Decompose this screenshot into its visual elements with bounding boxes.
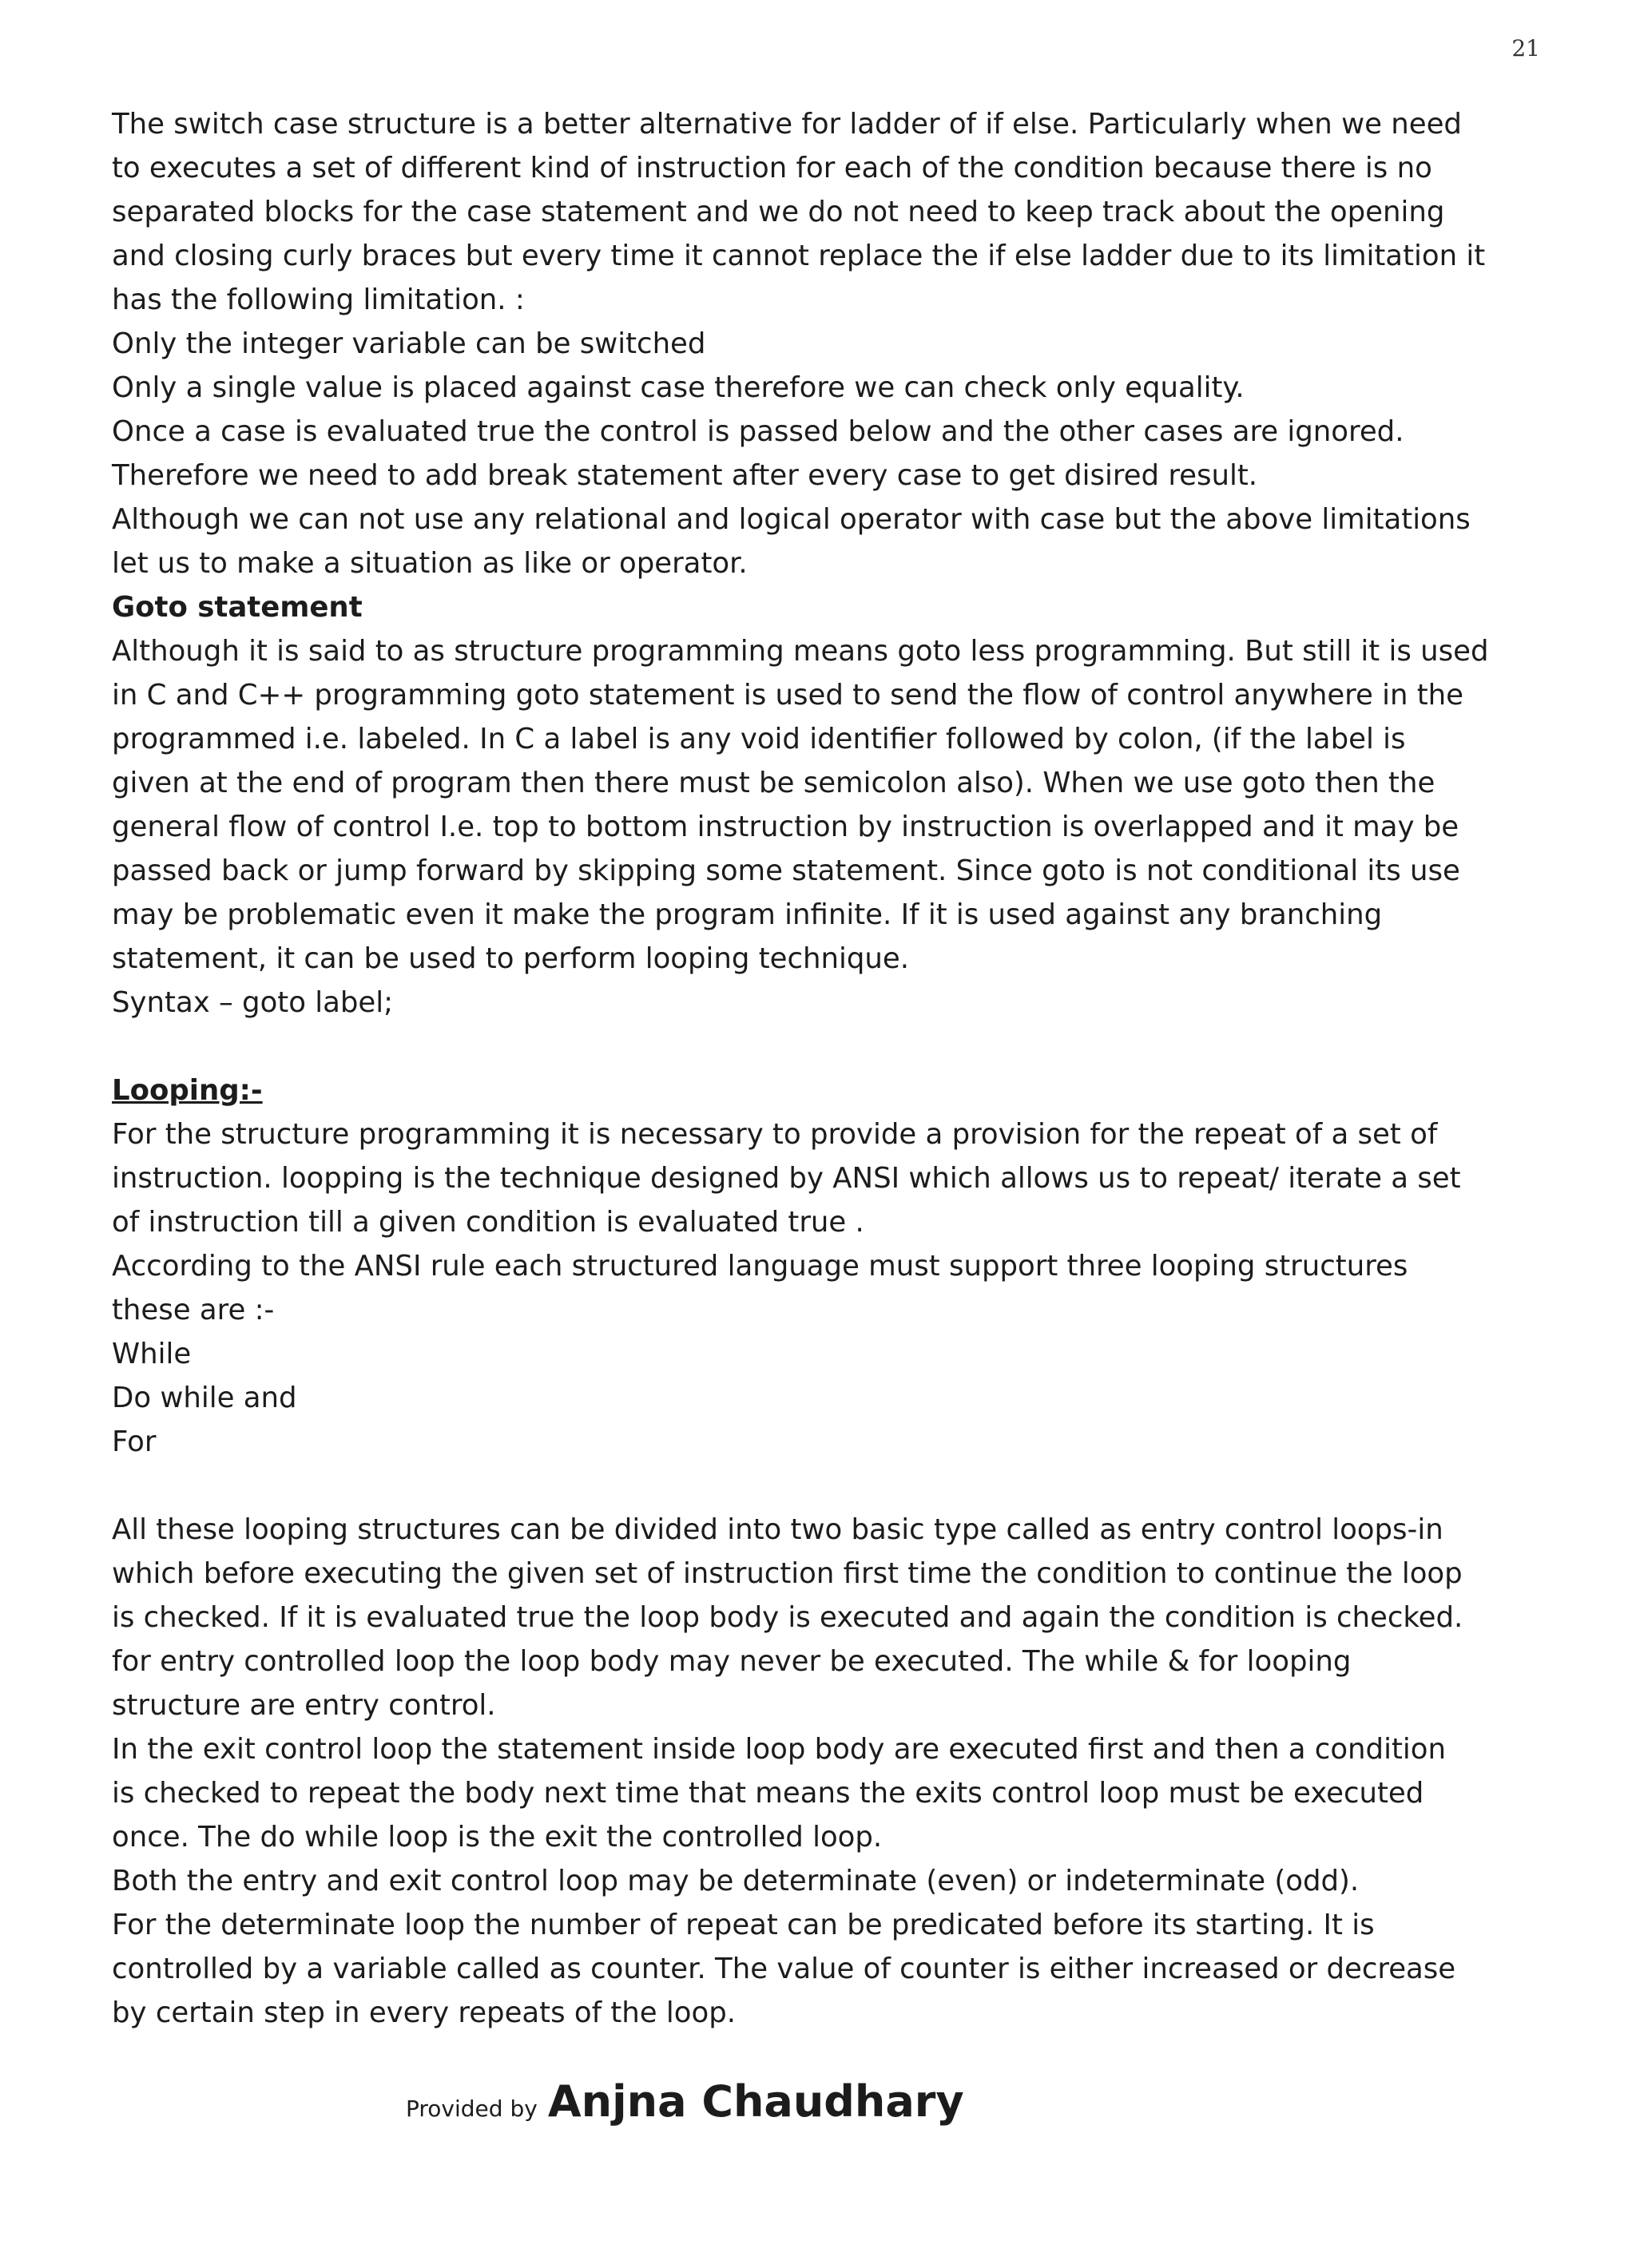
text-line: has the following limitation. : <box>112 284 525 316</box>
looping-heading: Looping:- <box>112 1074 263 1107</box>
page-number: 21 <box>1511 35 1540 61</box>
text-line: According to the ANSI rule each structured language must support three looping structures <box>112 1250 1408 1283</box>
text-line: Both the entry and exit control loop may be determinate (even) or indeterminate (odd). <box>112 1865 1360 1897</box>
text-line: Once a case is evaluated true the control is passed below and the other cases are ignored. <box>112 415 1404 448</box>
switch-section <box>112 102 1518 585</box>
text-line: which before executing the given set of instruction first time the condition to continue the loop <box>112 1557 1463 1590</box>
text-line: these are :- <box>112 1294 275 1326</box>
text-line: is checked to repeat the body next time that means the exits control loop must be executed <box>112 1777 1424 1810</box>
text-line: for entry controlled loop the loop body may never be executed. The while & for looping <box>112 1645 1352 1678</box>
spacer <box>112 1025 1518 1069</box>
text-line: of instruction till a given condition is evaluated true . <box>112 1206 864 1239</box>
loop-type-item: For <box>112 1425 157 1458</box>
text-line: Only a single value is placed against case therefore we can check only equality. <box>112 371 1245 404</box>
text-line: Only the integer variable can be switched <box>112 327 706 360</box>
text-line: let us to make a situation as like or operator. <box>112 547 748 580</box>
text-line: structure are entry control. <box>112 1689 496 1722</box>
text-line: All these looping structures can be divided into two basic type called as entry control loops-in <box>112 1513 1443 1546</box>
looping-section <box>112 1069 1518 2035</box>
text-line: separated blocks for the case statement and we do not need to keep track about the opening <box>112 196 1445 228</box>
text-line: in C and C++ programming goto statement is used to send the flow of control anywhere in the <box>112 679 1464 712</box>
text-line: For the determinate loop the number of repeat can be predicated before its starting. It is <box>112 1909 1375 1941</box>
text-line: is checked. If it is evaluated true the loop body is executed and again the condition is checked. <box>112 1601 1463 1634</box>
spacer <box>112 1464 1518 1508</box>
goto-heading: Goto statement <box>112 591 363 624</box>
text-line: The switch case structure is a better alternative for ladder of if else. Particularly when we need <box>112 108 1462 141</box>
text-line: and closing curly braces but every time it cannot replace the if else ladder due to its limitation it <box>112 240 1486 272</box>
loop-type-item: While <box>112 1338 192 1370</box>
text-line: instruction. loopping is the technique designed by ANSI which allows us to repeat/ iterate a set <box>112 1162 1461 1195</box>
text-line: Although it is said to as structure programming means goto less programming. But still it is used <box>112 635 1489 668</box>
text-line: passed back or jump forward by skipping some statement. Since goto is not conditional its use <box>112 854 1460 887</box>
text-line: Therefore we need to add break statement after every case to get disired result. <box>112 459 1258 492</box>
goto-section <box>112 585 1518 1025</box>
text-line: by certain step in every repeats of the loop. <box>112 1996 737 2029</box>
text-line: may be problematic even it make the program infinite. If it is used against any branching <box>112 898 1383 931</box>
text-line: In the exit control loop the statement inside loop body are executed first and then a condition <box>112 1733 1446 1766</box>
text-line: controlled by a variable called as counter. The value of counter is either increased or decrease <box>112 1953 1456 1985</box>
footer-credit <box>406 2076 964 2127</box>
author-name: Anjna Chaudhary <box>547 2076 964 2127</box>
text-line: given at the end of program then there must be semicolon also). When we use goto then the <box>112 767 1435 799</box>
document-body <box>112 102 1518 2035</box>
credit-prefix: Provided by <box>406 2096 538 2122</box>
text-line: general flow of control I.e. top to bottom instruction by instruction is overlapped and it may be <box>112 811 1459 843</box>
text-line: programmed i.e. labeled. In C a label is any void identifier followed by colon, (if the label is <box>112 723 1406 755</box>
loop-type-item: Do while and <box>112 1382 297 1414</box>
text-line: once. The do while loop is the exit the controlled loop. <box>112 1821 883 1854</box>
text-line: to executes a set of different kind of instruction for each of the condition because there is no <box>112 152 1432 184</box>
text-line: statement, it can be used to perform looping technique. <box>112 942 910 975</box>
syntax-line: Syntax – goto label; <box>112 986 394 1019</box>
text-line: Although we can not use any relational and logical operator with case but the above limitations <box>112 503 1471 536</box>
text-line: For the structure programming it is necessary to provide a provision for the repeat of a set of <box>112 1118 1438 1151</box>
